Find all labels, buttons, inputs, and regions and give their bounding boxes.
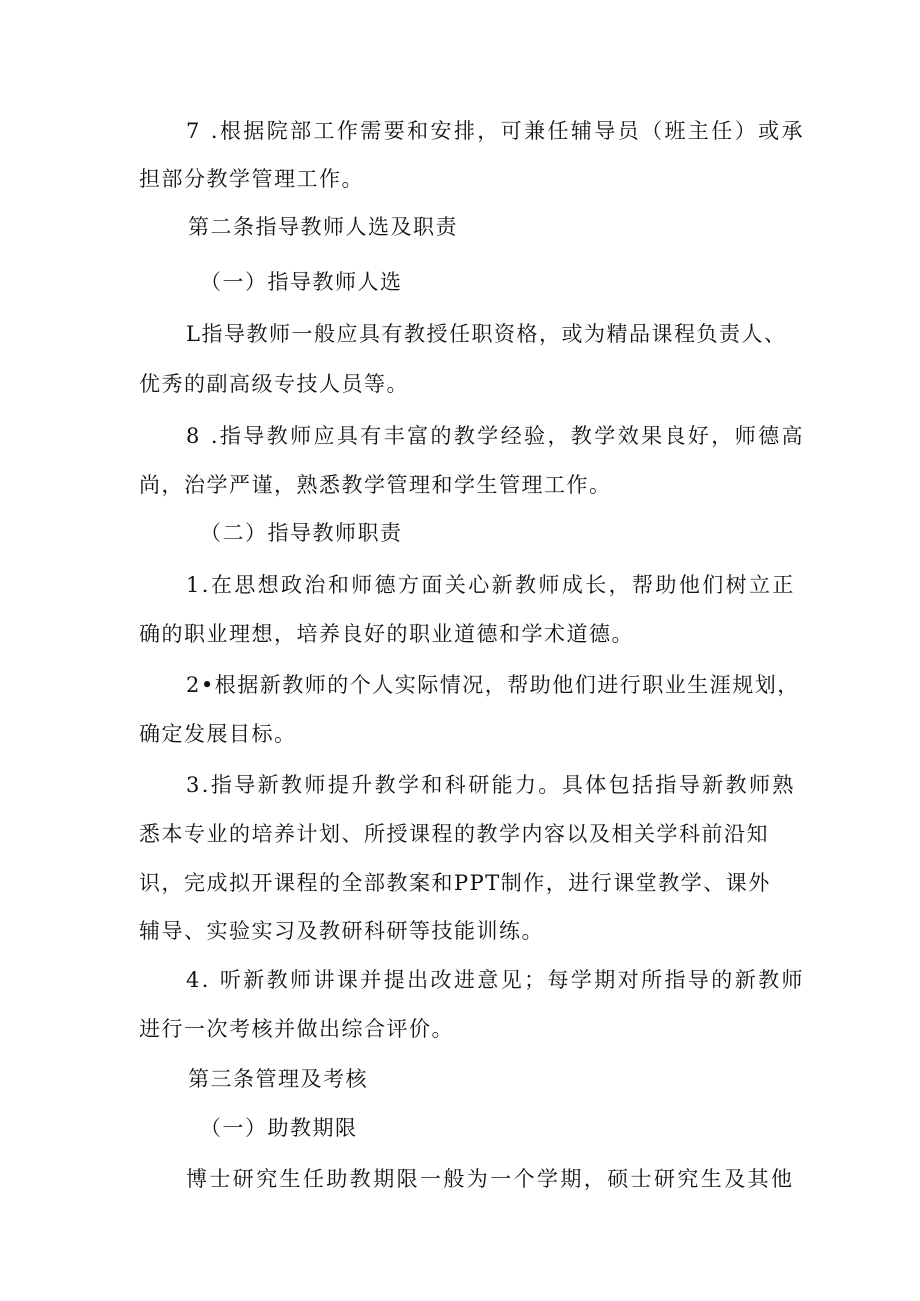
paragraph-line: 4. 听新教师讲课并提出改进意见；每学期对所指导的新教师 [186, 968, 805, 992]
paragraph-line: 优秀的副高级专技人员等。 [139, 372, 409, 396]
paragraph-line: 7 .根据院部工作需要和安排，可兼任辅导员（班主任）或承 [186, 119, 805, 143]
paragraph-line: 博士研究生任助教期限一般为一个学期，硕士研究生及其他 [186, 1167, 795, 1191]
paragraph-line: 担部分教学管理工作。 [139, 167, 364, 191]
section-heading: 第二条指导教师人选及职责 [188, 215, 458, 239]
section-heading: 第三条管理及考核 [188, 1067, 368, 1091]
paragraph-line: 进行一次考核并做出综合评价。 [139, 1017, 454, 1041]
paragraph-line: 悉本专业的培养计划、所授课程的教学内容以及相关学科前沿知 [139, 822, 769, 846]
paragraph-line: 辅导、实验实习及教研科研等技能训练。 [139, 919, 544, 943]
subsection-heading: （一）助教期限 [200, 1116, 358, 1140]
paragraph-line: 确的职业理想，培养良好的职业道德和学术道德。 [139, 622, 634, 646]
paragraph-line: 1.在思想政治和师德方面关心新教师成长，帮助他们树立正 [186, 573, 796, 597]
paragraph-line: L指导教师一般应具有教授任职资格，或为精品课程负责人、 [186, 322, 787, 346]
paragraph-line: 2•根据新教师的个人实际情况，帮助他们进行职业生涯规划， [186, 673, 800, 697]
subsection-heading: （一）指导教师人选 [200, 270, 403, 294]
subsection-heading: （二）指导教师职责 [200, 521, 403, 545]
paragraph-line: 3.指导新教师提升教学和科研能力。具体包括指导新教师熟 [186, 773, 796, 797]
paragraph-line: 识，完成拟开课程的全部教案和PPT制作，进行课堂教学、课外 [139, 871, 771, 895]
paragraph-line: 尚，治学严谨，熟悉教学管理和学生管理工作。 [139, 473, 612, 497]
paragraph-line: 确定发展目标。 [139, 722, 297, 746]
paragraph-line: 8 .指导教师应具有丰富的教学经验，教学效果良好，师德高 [186, 424, 805, 448]
